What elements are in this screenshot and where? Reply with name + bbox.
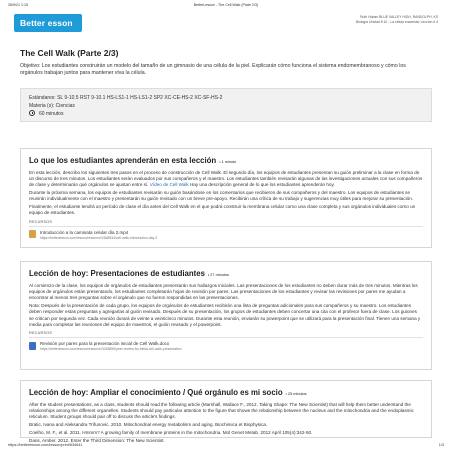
section-extend-knowledge xyxy=(20,380,432,443)
lesson-title: The Cell Walk (Parte 2/3) xyxy=(20,48,119,58)
resources-label: RECURSOS xyxy=(29,219,53,224)
section-paragraph: Nota: Después de la presentación de cada grupo, los equipos de orgánulos de estudiantes recibirán una lista de preguntas adicionales para sus compañeros y su maestro. Los estudiantes deben responder estas preguntas y agregarlas al guión revisado. Después de su presentación, los grupos de estudiantes deben concertar una cita con el profesor fuera de clase. Los guiones se critican por segunda vez. Cada reunión durará de veinte a veinticinco minutos. Durante esta reunión, enviarán su powerpoint que se utilizará para la presentación final. Tienen una semana y media para completar las reuniones del equipo de maestros, el guión revisado y el powerpoint. xyxy=(29,303,421,327)
standards-line: Estándares: SL 9-10.5 RST 9-10.1 HS-LS1-1 HS-LS1-2 SP2 XC-CE-HS-2 XC-SF-HS-2 xyxy=(29,95,223,101)
section-body xyxy=(21,402,431,444)
section-body xyxy=(21,170,431,216)
print-datetime: 28/9/21 1:15 xyxy=(8,3,28,7)
footer-url: https://betterlesson.com/lesson/print/634641 xyxy=(8,443,83,447)
section-paragraph: Coelho, M. F., et al. 2011. Hmmm? A growing family of membrane proteins in the mitochondria. Mol Genet Metab. 2012 April 105(4):342-50. xyxy=(29,429,313,435)
print-page-title: BetterLesson - The Cell Walk (Parte 2/3) xyxy=(193,3,259,7)
section-duration: • 25 minutos xyxy=(285,392,307,396)
lesson-objective: Objetivo: Los estudiantes construirán un modelo del tamaño de un gimnasio de una célula de la piel. Explicarán cómo funciona el sistema endomembranoso y cómo los orgánulos trabajan juntos para mantener viva la célula. xyxy=(20,63,406,77)
duration-text: 60 minutos xyxy=(39,111,64,117)
school-line-2: Biología Unidad 8 10 - La célula eucariota: Lección # 4 xyxy=(355,20,438,24)
subjects-line: Materia (s): Ciencias xyxy=(29,103,75,109)
link-suffix-text: Hay una descripción general de lo que los estudiantes aprenderán hoy. xyxy=(188,182,335,188)
school-info xyxy=(356,15,438,25)
cell-walk-video-link[interactable]: Vídeo de Cell Walk xyxy=(149,182,189,188)
resource-item[interactable] xyxy=(29,226,423,240)
brand-bar xyxy=(14,14,438,34)
print-footer xyxy=(8,443,444,447)
school-line-1: Ruth Hoban BLUE VALLEY HIGH, RANDOLPH, KS xyxy=(360,15,438,19)
logo-text: Better esson xyxy=(20,18,73,28)
section-paragraph-text: En esta lección, describo los siguientes tres pasos en el proceso de construcción de Cell Walk. El segundo día, los equipos de estudiantes presentan su guión preliminar a la clase en forma de un discurso de tres minutos. Los estudiantes serán evaluados por sus compañeros y el maestro. Los estudiantes también revisarán algunas de las investigaciones actuales con sus compañeros de clase y determinarán qué orgánulos se ajustan entre sí. xyxy=(29,170,423,188)
section-paragraph: Bratic, Ivana and Aleksandra Trifunovic. 2010. Mitochondrial energy metabolism and aging. Biochimica et Biophysica. xyxy=(29,422,268,428)
document-file-icon xyxy=(29,342,36,350)
section-heading xyxy=(21,262,431,283)
section-heading-text: Lección de hoy: Presentaciones de estudiantes xyxy=(29,269,205,278)
footer-page-number: 1/3 xyxy=(438,443,444,447)
video-file-icon xyxy=(29,230,36,238)
section-paragraph: After the student presentations, as a class, students should read the following article (Marshall, Wallace F., 2012. Taking Shape: The New Scientist) that will help them better understand the relationships among the different organelles. Students should pay particular attention to the figure that shows the relationship between the nucleus and the mitochondria and the endoplasmic reticulum. Student groups should pair off to discuss the article's findings. xyxy=(29,402,414,420)
betterlesson-logo[interactable] xyxy=(14,14,82,32)
section-body xyxy=(21,283,431,328)
section-duration: • 27 minutos xyxy=(207,273,229,277)
resource-url[interactable]: https://betterlesson.com/lesson/resource/3248856/peer-review-for-initial-cell-walk-presentation xyxy=(40,347,182,352)
section-heading xyxy=(21,149,431,170)
clock-icon xyxy=(29,110,35,116)
section-paragraph: Al comienzo de la clase, los equipos de orgánulos de estudiantes presentarán sus hallazgos iniciales. Las presentaciones de los estudiantes no deben durar más de tres minutos. Mientras los equipos de orgánulos están presentando, los estudiantes completarán hojas de revisión por pares. Las presentaciones de los estudiantes y revisar las revisiones por pares me ayudan a encontrar al menos tres preguntas sobre el orgánulo que no fueron respondidas en las presentaciones. xyxy=(29,283,418,301)
resource-url[interactable]: https://betterlesson.com/lesson/resource/2848534/cell-walk-introduction-day-2 xyxy=(40,235,158,240)
section-heading-text: Lección de hoy: Ampliar el conocimiento / Qué orgánulo es mi socio xyxy=(29,388,283,397)
section-heading xyxy=(21,381,431,402)
resource-title[interactable]: Introducción a la caminata celular día 2.mp4 xyxy=(40,229,129,235)
section-heading-text: Lo que los estudiantes aprenderán en esta lección xyxy=(29,156,217,165)
section-student-presentations xyxy=(20,261,432,370)
print-header xyxy=(8,3,444,11)
resource-title[interactable]: Revisión por pares para la presentación inicial de Cell Walk.docx xyxy=(40,341,170,347)
section-paragraph xyxy=(29,170,423,189)
section-paragraph: Durante la próxima semana, los equipos de estudiantes revisarán su guión basándose en los comentarios que recibieron de sus compañeros y del maestro. Los equipos de estudiantes se reunirán individualmente con el maestro y presentarán su guión revisado con un breve pre-apoyo. Recibirán una crítica de su trabajo y sugerencias muy útiles para mejorar su presentación. xyxy=(29,190,414,202)
section-paragraph: Dans, Amber. 2012. Enter the Third Dimension: The New Scientist. xyxy=(29,437,165,443)
resources-label: RECURSOS xyxy=(29,331,53,336)
section-learning-goals xyxy=(20,148,432,248)
section-duration: • 1 minuto xyxy=(219,160,237,164)
lesson-meta-box xyxy=(20,88,432,122)
resource-item[interactable] xyxy=(29,337,423,351)
section-paragraph: Finalmente, el estudiante tendrá un período de clase el día antes del Cell Walk en el que podrá construir la membrana celular como una clase completa y sus orgánulos individuales como un equipo de estudiantes. xyxy=(29,204,416,216)
duration-line xyxy=(29,110,423,118)
